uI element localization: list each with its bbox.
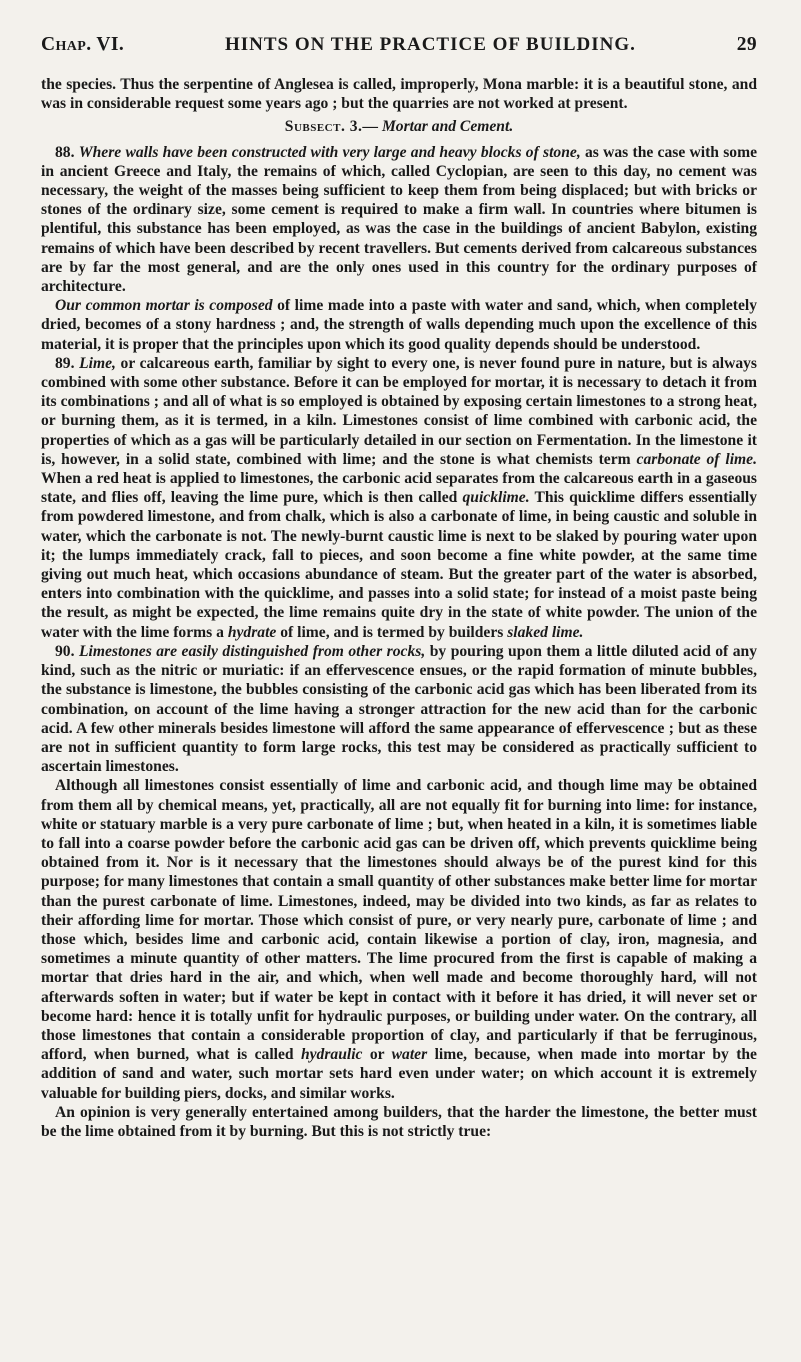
paragraph-text: by pouring upon them a little diluted acid of any kind, such as the nitric or muriatic: if an effervescence ensues, or the rapid formation of minute bubbles, the substance is limestone, the bubbles consisting of the carbonic acid gas which has been liberated from its combination, on account of the lime having a stronger attraction for the new acid than for the carbonic acid. A few other minerals besides limestone will afford the same appearance of effervescence ; but as these are not in sufficient quantity to form large rocks, this test may be considered as practically sufficient to ascertain limestones.	[41, 642, 757, 776]
term-slaked-lime: slaked lime.	[507, 623, 584, 641]
term-hydraulic: hydraulic	[300, 1046, 363, 1064]
chapter-label: Chap. VI.	[41, 34, 125, 55]
lead-phrase: Limestones are easily distinguished from other rocks,	[79, 642, 426, 660]
lead-phrase: Lime,	[79, 354, 116, 372]
paragraph-90	[41, 642, 757, 776]
paragraph-text: of lime made into a paste with water and sand, which, when completely dried, becomes of a stony hardness ; and, the strength of walls depending much upon the excellence of this material, it is proper that the principles upon which its good quality depends should be understood.	[41, 297, 757, 353]
running-title: HINTS ON THE PRACTICE OF BUILDING.	[224, 34, 636, 55]
paragraph-90c: An opinion is very generally entertained among builders, that the harder the limestone, the better must be the lime obtained from it by burning. But this is not strictly true:	[41, 1103, 757, 1140]
paragraph-number: 88.	[55, 143, 75, 161]
paragraph-text: of lime, and is termed by builders	[280, 623, 504, 641]
paragraph-90b	[41, 776, 757, 1102]
running-header	[41, 34, 757, 60]
page-body	[41, 75, 757, 1141]
term-quicklime: quicklime.	[462, 489, 530, 507]
page-number: 29	[736, 34, 757, 55]
paragraph-text: This quicklime differs essentially from powdered limestone, and from chalk, which is also a carbonate of lime, in being caustic and soluble in water, which the carbonate is not. The newly-burnt caustic lime is next to be slaked by pouring water upon it; the lumps immediately crack, fall to pieces, and soon become a fine white powder, at the same time giving out much heat, which occasions abundance of steam. But the greater part of the water is absorbed, enters into combination with the quicklime, and passes into a solid state; for instead of a moist paste being the result, as might be expected, the lime remains quite dry in the state of white powder. The union of the water with the lime forms a	[41, 489, 757, 641]
paragraph-text: lime, because, when made into mortar by the addition of sand and water, such mortar sets hard even under water; on which account it is extremely valuable for building piers, docks, and similar works.	[41, 1046, 757, 1102]
paragraph-text: Although all limestones consist essentially of lime and carbonic acid, and though lime may be obtained from them all by chemical means, yet, practically, all are not equally fit for burning into lime: for instance, white or statuary marble is a very pure carbonate of lime ; but, when heated in a kiln, it is sometimes liable to fall into a coarse powder before the carbonic acid gas can be driven off, which prevents quicklime being obtained from it. Nor is it necessary that the limestones should always be of the purest kind for this purpose; for many limestones that contain a small quantity of other substances make better lime for mortar than the purest carbonate of lime. Limestones, indeed, may be divided into two kinds, as far as relates to their affording lime for mortar. Those which consist of pure, or very nearly pure, carbonate of lime ; and those which, besides lime and carbonic acid, contain likewise a portion of clay, iron, magnesia, and sometimes a minute quantity of other matters. The lime procured from the first is capable of making a mortar that dries hard in the air, and which, when well made and become thoroughly hard, will not afterwards soften in water; but if water be kept in contact with it before it has dried, it will never set or become hard: hence it is totally unfit for hydraulic purposes, or building under water. On the contrary, all those limestones that contain a considerable proportion of clay, and particularly if that be ferruginous, afford, when burned, what is called	[41, 777, 757, 1064]
intro-paragraph: the species. Thus the serpentine of Anglesea is called, improperly, Mona marble: it is a beautiful stone, and was in considerable request some years ago ; but the quarries are not worked at present.	[41, 76, 757, 113]
term-hydrate: hydrate	[227, 623, 277, 641]
subsection-title: — Mortar and Cement.	[362, 118, 514, 136]
paragraph-88b	[41, 296, 757, 354]
term-carbonate: carbonate of lime.	[636, 450, 757, 468]
paragraph-number: 89.	[55, 354, 75, 372]
paragraph-text: as was the case with some in ancient Greece and Italy, the remains of which, called Cyclopian, are seen to this day, no cement was necessary, the weight of the masses being sufficient to keep them from being displaced; but with bricks or stones of the ordinary size, some cement is required to make a firm wall. In countries where bitumen is plentiful, this substance has been employed, as was the case in the buildings of ancient Babylon, existing remains of which have been described by recent travellers. But cements derived from calcareous substances are by far the most general, and are the only ones used in this country for the ordinary purposes of architecture.	[41, 143, 758, 296]
lead-phrase: Our common mortar is composed	[55, 297, 273, 315]
term-water: water	[391, 1046, 428, 1064]
paragraph-text: or	[369, 1046, 385, 1064]
subsection-heading	[41, 117, 757, 136]
lead-phrase: Where walls have been constructed with very large and heavy blocks of stone,	[78, 143, 581, 161]
paragraph-89	[41, 354, 757, 642]
paragraph-text: or calcareous earth, familiar by sight to every one, is never found pure in nature, but is always combined with some other substance. Before it can be employed for mortar, it is necessary to detach it from its combinations ; and all of what is so employed is obtained by exposing certain limestones to a strong heat, or burning them, as it is termed, in a kiln. Limestones consist of lime combined with carbonic acid, the properties of which as a gas will be particularly detailed in our section on Fermentation. In the limestone it is, however, in a solid state, combined with lime; and the stone is what chemists term	[41, 354, 758, 468]
paragraph-text: When a red heat is applied to limestones, the carbonic acid separates from the calcareous earth in a gaseous state, and flies off, leaving the lime pure, which is then called	[41, 470, 757, 507]
subsection-label: Subsect. 3.	[284, 118, 363, 136]
paragraph-88	[41, 143, 757, 297]
paragraph-number: 90.	[55, 642, 75, 660]
